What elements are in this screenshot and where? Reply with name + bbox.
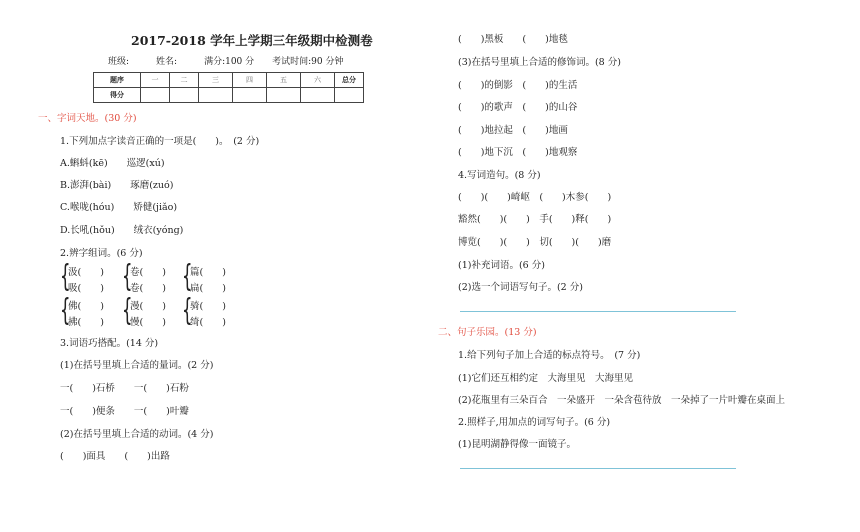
brace-group [60, 293, 128, 330]
score-cell: 二 [170, 73, 199, 88]
brace-group [60, 259, 128, 296]
brace-icon: { [60, 293, 71, 328]
fill-blank-line: ( )的倒影 ( )的生活 [458, 80, 578, 91]
option-d: D.长吼(hǒu) 绒衣(yóng) [60, 225, 184, 236]
fill-blank-line: ( )( )崎岖 ( )木参( ) [458, 192, 612, 203]
sub-question: (1)在括号里填上合适的量词。(2 分) [60, 360, 214, 371]
score-cell: 六 [301, 73, 335, 88]
option-c: C.喉咙(hóu) 矫健(jiǎo) [60, 202, 178, 213]
brace-item: 骑( ) [190, 301, 226, 312]
option-b: B.澎湃(bài) 琢磨(zuó) [60, 180, 174, 191]
brace-item: 绮( ) [190, 317, 226, 328]
brace-group [122, 293, 190, 330]
brace-group [122, 259, 190, 296]
answer-line[interactable] [460, 311, 736, 312]
brace-icon: { [122, 293, 133, 328]
score-table [93, 72, 364, 103]
brace-item: 吸( ) [68, 283, 104, 294]
brace-icon: { [182, 259, 193, 294]
fill-blank-line: 博览( )( ) 切( )( )磨 [458, 237, 612, 248]
score-blank[interactable] [233, 88, 267, 103]
sentence: (1)昆明湖静得像一面镜子。 [458, 439, 576, 450]
sub-question: (3)在括号里填上合适的修饰词。(8 分) [458, 57, 621, 68]
score-cell: 总分 [335, 73, 364, 88]
fill-blank-line: 一( )便条 一( )叶瓣 [60, 406, 189, 417]
brace-group [182, 293, 250, 330]
fill-blank-line: ( )面具 ( )出路 [60, 451, 170, 462]
sub-question: (2)在括号里填上合适的动词。(4 分) [60, 429, 214, 440]
fill-blank-line: ( )地下沉 ( )地观察 [458, 147, 578, 158]
sentence: (1)它们还互相约定 大海里见 大海里见 [458, 373, 633, 384]
fill-blank-line: ( )黑板 ( )地毯 [458, 34, 568, 45]
brace-item: 漫( ) [130, 301, 166, 312]
sub-question: (2)选一个词语写句子。(2 分) [458, 282, 583, 293]
question-3: 3.词语巧搭配。(14 分) [60, 338, 159, 349]
score-cell: 一 [141, 73, 170, 88]
page-title: 2017-2018 学年上学期三年级期中检测卷 [131, 33, 373, 48]
score-blank[interactable] [141, 88, 170, 103]
question-2: 2.辨字组词。(6 分) [60, 248, 143, 259]
score-cell: 五 [267, 73, 301, 88]
score-blank[interactable] [301, 88, 335, 103]
section-heading-1: 一、字词天地。(30 分) [38, 113, 137, 124]
score-cell: 题序 [94, 73, 141, 88]
option-a: A.蝌蚪(kē) 巡逻(xú) [60, 158, 165, 169]
brace-item: 扁( ) [190, 283, 226, 294]
fill-blank-line: 豁然( )( ) 手( )释( ) [458, 214, 612, 225]
brace-item: 卷( ) [130, 267, 166, 278]
score-row [94, 88, 364, 103]
score-blank[interactable] [199, 88, 233, 103]
sub-question: (1)补充词语。(6 分) [458, 260, 545, 271]
brace-icon: { [122, 259, 133, 294]
answer-line[interactable] [460, 468, 736, 469]
brace-item: 汲( ) [68, 267, 104, 278]
fill-blank-line: 一( )石桥 一( )石粉 [60, 383, 189, 394]
section-heading-2: 二、句子乐园。(13 分) [438, 327, 537, 338]
brace-icon: { [182, 293, 193, 328]
question-4: 4.写词造句。(8 分) [458, 170, 541, 181]
score-blank[interactable] [335, 88, 364, 103]
question: 2.照样子,用加点的词写句子。(6 分) [458, 417, 611, 428]
score-blank[interactable] [170, 88, 199, 103]
fill-blank-line: ( )的歌声 ( )的山谷 [458, 102, 578, 113]
score-header-row [94, 73, 364, 88]
score-blank[interactable] [267, 88, 301, 103]
brace-item: 佛( ) [68, 301, 104, 312]
score-cell: 三 [199, 73, 233, 88]
brace-icon: { [60, 259, 71, 294]
question: 1.给下列句子加上合适的标点符号。 (7 分) [458, 350, 641, 361]
exam-info: 班级: 姓名: 满分:100 分 考试时间:90 分钟 [108, 57, 344, 67]
score-label: 得分 [94, 88, 141, 103]
brace-item: 卷( ) [130, 283, 166, 294]
brace-group [182, 259, 250, 296]
brace-item: 拂( ) [68, 317, 104, 328]
brace-item: 篇( ) [190, 267, 226, 278]
score-cell: 四 [233, 73, 267, 88]
brace-item: 慢( ) [130, 317, 166, 328]
question-1: 1.下列加点字读音正确的一项是( )。 (2 分) [60, 136, 260, 147]
fill-blank-line: ( )地拉起 ( )地画 [458, 125, 568, 136]
sentence: (2)花瓶里有三朵百合 一朵盛开 一朵含苞待放 一朵掉了一片叶瓣在桌面上 [458, 395, 785, 406]
